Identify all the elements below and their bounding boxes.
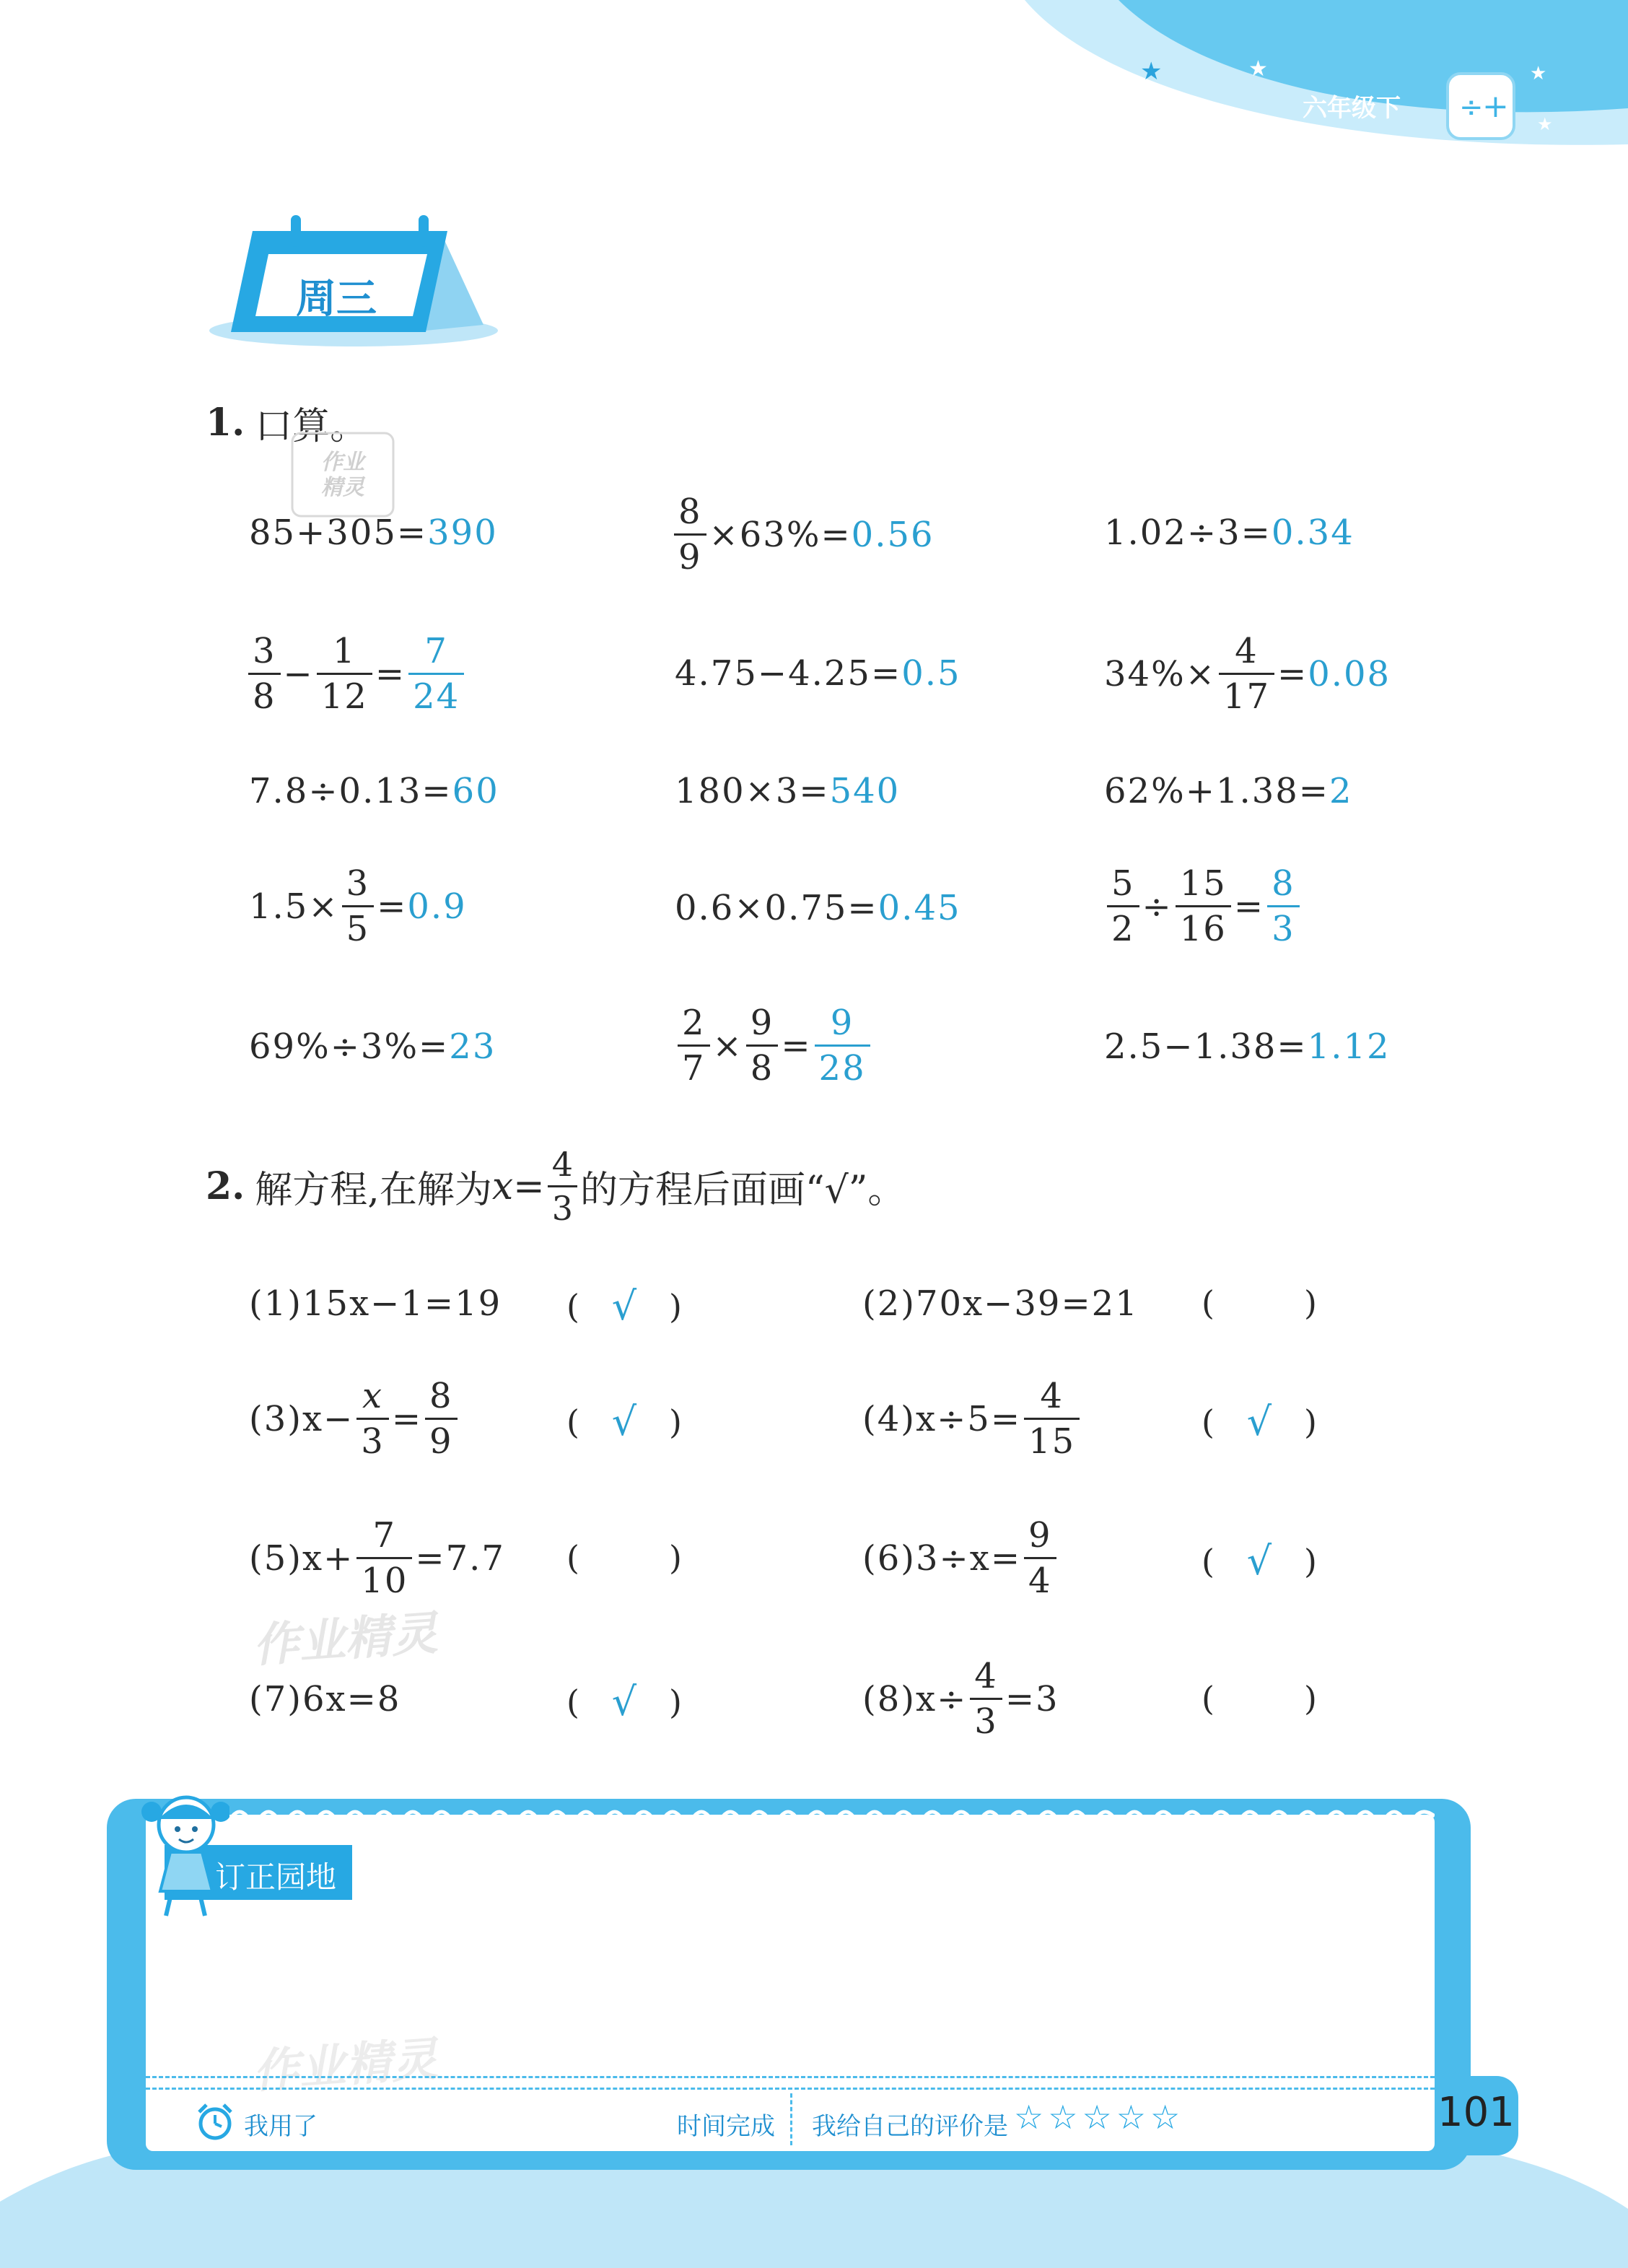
section2-number: 2. — [206, 1164, 245, 1208]
answer: 0.08 — [1308, 653, 1391, 694]
answer-box-3[interactable]: ( √ ) — [566, 1399, 682, 1444]
watermark-text: 作业精灵 — [251, 1607, 439, 1673]
calc-1-3: 1.02÷3= 0.34 — [1104, 513, 1355, 553]
calc-5-2: $\frac{2}{7}$ × $\frac{9}{8}$ = $\frac{9}{28}$ — [675, 1006, 873, 1086]
svg-text:÷: ÷ — [1459, 91, 1484, 124]
answer: 0.9 — [407, 886, 467, 927]
answer-box-7[interactable]: ( √ ) — [566, 1679, 682, 1724]
calc-3-3: 62%+1.38= 2 — [1104, 771, 1353, 811]
check-mark: √ — [1246, 1399, 1272, 1444]
calc-1-1: 85+305= 390 — [249, 513, 498, 553]
alarm-clock-icon — [195, 2102, 235, 2142]
answer: 540 — [829, 771, 901, 811]
calc-5-1: 69%÷3%= 23 — [249, 1026, 496, 1067]
answer-box-2[interactable]: ( ) — [1202, 1283, 1317, 1322]
check-mark: √ — [611, 1679, 637, 1724]
divider — [146, 2088, 1435, 2090]
calc-2-1: $\frac{3}{8}$ − $\frac{1}{12}$ = $\frac{7}{24}$ — [245, 634, 467, 714]
check-mark: √ — [611, 1399, 637, 1444]
equation-7: (7)6x=8 — [249, 1679, 401, 1719]
divider — [146, 2076, 1435, 2078]
svg-text:★: ★ — [1140, 57, 1163, 86]
section1-title: 口算。 — [255, 405, 368, 448]
answer: $\frac{7}{24}$ — [408, 634, 464, 714]
star-icon[interactable]: ☆ — [1014, 2098, 1044, 2137]
equation-3: (3)x− $\frac{x}{3}$ = $\frac{8}{9}$ — [249, 1379, 460, 1459]
answer-box-4[interactable]: ( √ ) — [1202, 1399, 1317, 1444]
girl-mascot-icon — [136, 1783, 229, 1920]
calc-1-2: $\frac{8}{9}$ ×63%= 0.56 — [671, 494, 935, 575]
section2-heading: 2. 解方程,在解为 x= $\frac{4}{3}$ 的方程后面画“√”。 — [206, 1145, 906, 1228]
answer: 0.45 — [878, 888, 961, 928]
check-mark: √ — [611, 1283, 637, 1329]
dice-icon — [1442, 58, 1521, 144]
page-number: 101 — [1437, 2089, 1515, 2136]
calc-5-3: 2.5−1.38= 1.12 — [1104, 1026, 1391, 1067]
equation-6: (6)3÷x= $\frac{9}{4}$ — [862, 1518, 1059, 1598]
answer: 0.34 — [1271, 513, 1355, 553]
star-icon[interactable]: ☆ — [1048, 2098, 1078, 2137]
header-wave — [1010, 0, 1628, 159]
watermark-stamp-text2: 精灵 — [321, 475, 364, 500]
answer-box-5[interactable]: ( ) — [566, 1538, 682, 1577]
answer-box-8[interactable]: ( ) — [1202, 1679, 1317, 1718]
answer: 390 — [427, 513, 498, 553]
rating-stars — [1014, 2098, 1180, 2137]
star-icon[interactable]: ☆ — [1116, 2098, 1146, 2137]
answer: 2 — [1329, 771, 1353, 811]
answer: 23 — [449, 1026, 496, 1067]
answer: $\frac{8}{3}$ — [1267, 866, 1300, 946]
answer: $\frac{9}{28}$ — [815, 1006, 870, 1086]
equation-2: (2)70x−39=21 — [862, 1283, 1139, 1324]
calc-3-2: 180×3= 540 — [675, 771, 901, 811]
watermark-stamp-text1: 作业 — [321, 450, 364, 475]
star-icon[interactable]: ☆ — [1150, 2098, 1181, 2137]
time-input[interactable] — [332, 2105, 671, 2137]
svg-text:★: ★ — [1537, 114, 1553, 134]
calc-2-2: 4.75−4.25= 0.5 — [675, 653, 961, 694]
answer: 1.12 — [1307, 1026, 1391, 1067]
scallop-edge — [146, 1807, 1435, 1825]
answer-box-6[interactable]: ( √ ) — [1202, 1538, 1317, 1584]
time-suffix: 时间完成 — [677, 2112, 775, 2141]
answer: 0.56 — [851, 514, 935, 555]
answer: 0.5 — [901, 653, 961, 694]
answer-box-1[interactable]: ( √ ) — [566, 1283, 682, 1329]
divider — [790, 2093, 792, 2145]
calc-4-3: $\frac{5}{2}$ ÷ $\frac{15}{16}$ = $\frac{8}{3}$ — [1104, 866, 1303, 946]
day-label: 周三 — [296, 276, 377, 323]
svg-text:★: ★ — [1248, 56, 1268, 82]
svg-text:+: + — [1482, 88, 1509, 125]
fraction: $\frac{8}{9}$ — [674, 494, 706, 575]
equation-4: (4)x÷5= $\frac{4}{15}$ — [862, 1379, 1082, 1459]
svg-text:★: ★ — [1530, 63, 1547, 84]
equation-8: (8)x÷ $\frac{4}{3}$ =3 — [862, 1656, 1059, 1742]
section1-number: 1. — [206, 401, 245, 445]
calc-4-1: 1.5× $\frac{3}{5}$ = 0.9 — [249, 863, 467, 949]
calc-4-2: 0.6×0.75= 0.45 — [675, 888, 961, 928]
time-prefix: 我用了 — [244, 2112, 318, 2141]
correction-title: 订正园地 — [215, 1859, 337, 1895]
check-mark: √ — [1246, 1538, 1272, 1584]
calc-2-3: 34%× $\frac{4}{17}$ = 0.08 — [1104, 631, 1391, 717]
answer: 60 — [452, 771, 499, 811]
calc-3-1: 7.8÷0.13= 60 — [249, 771, 499, 811]
equation-5: (5)x+ $\frac{7}{10}$ =7.7 — [249, 1515, 505, 1601]
star-icon[interactable]: ☆ — [1082, 2098, 1112, 2137]
evaluation-label: 我给自己的评价是 — [812, 2112, 1008, 2141]
grade-label: 六年级下 — [1303, 94, 1401, 123]
watermark-text: 作业精灵 — [251, 2033, 439, 2099]
equation-1: (1)15x−1=19 — [249, 1283, 502, 1324]
